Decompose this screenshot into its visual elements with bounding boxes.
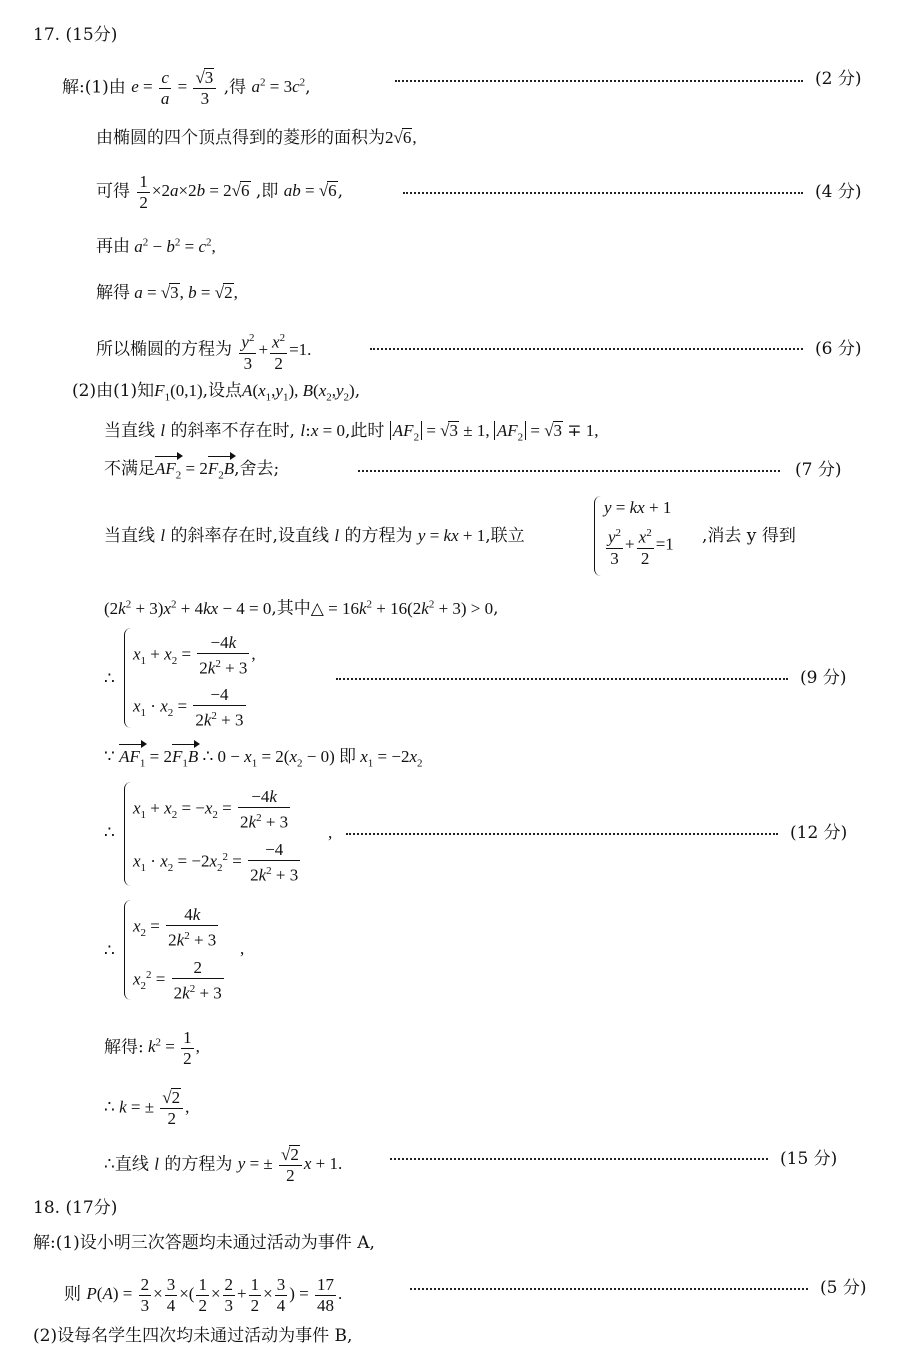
score-label: (7 分) <box>795 460 842 480</box>
sol17-line10: 当直线 l 的斜率存在时,设直线 l 的方程为 y = kx + 1,联立 <box>104 526 525 546</box>
comma: , <box>328 823 333 842</box>
brace <box>124 900 131 1000</box>
sys1-eq1: $x_1 + x_2$ = $\frac{-4k}{2k^2 + 3}$ , <box>133 633 256 678</box>
sol18-line3: (2)设每名学生四次均未通过活动为事件 B, <box>33 1326 353 1346</box>
sol17-line9: 不满足$AF_2 = 2F_2B$,舍去; <box>104 458 279 486</box>
sol17-line11: $(2k^2 + 3)x^2 + 4kx - 4 = 0$,其中△ = $16k^2 + 16(2k^2 + 3) > 0$, <box>104 598 499 619</box>
sol17-line4: 再由 $a^2 - b^2 = c^2$, <box>96 236 216 257</box>
sys2-eq1: $x_1 + x_2 = -x_2$ = $\frac{-4k}{2k^2 + 3}$ <box>133 787 289 832</box>
sol17-line5: 解得 a = √3, b = √2, <box>96 283 238 303</box>
sol17-part2: (2)由(1)知$F_1(0,1)$,设点$A(x_1,y_1)$, $B(x_2,y_2)$, <box>72 381 361 404</box>
dot-leader <box>370 348 803 350</box>
sys2-eq2: $x_1 \cdot x_2 = -2x_2^2$ = $\frac{-4}{2k^2 + 3}$ <box>133 840 299 885</box>
problem-18-header: 18. (17分) <box>33 1198 118 1218</box>
brace <box>124 782 131 886</box>
dot-leader <box>403 192 803 194</box>
score-label: (9 分) <box>800 668 847 688</box>
sys1-eq2: $x_1 \cdot x_2$ = $\frac{-4}{2k^2 + 3}$ <box>133 685 244 730</box>
sys3-eq1: $x_2$ = $\frac{4k}{2k^2 + 3}$ <box>133 905 217 950</box>
dot-leader <box>395 80 803 82</box>
sol17-solve: 解得: $k^2$ = $\frac{1}{2}$ , <box>104 1028 200 1068</box>
brace <box>124 628 131 728</box>
sol17-line10-end: ,消去 y 得到 <box>702 526 796 546</box>
sol17-k: ∴ k = ± $\frac{√2}{2}$ , <box>104 1088 190 1128</box>
system-eq2: $\frac{y^2}{3}$ + $\frac{x^2}{2}$ =1 <box>604 523 674 569</box>
dot-leader <box>358 470 780 472</box>
score-label: (6 分) <box>815 339 862 359</box>
sol17-line2: 由椭圆的四个顶点得到的菱形的面积为2√6, <box>96 128 417 148</box>
sol17-line3: 可得 $\frac{1}{2}$ ×2a×2b = 2√6 ,即 ab = √6, <box>96 172 344 212</box>
score-label: (2 分) <box>815 69 862 89</box>
dot-leader <box>346 833 778 835</box>
problem-17-header: 17. (15分) <box>33 25 118 45</box>
sol18-line1: 解:(1)设小明三次答题均未通过活动为事件 A, <box>33 1233 375 1253</box>
dot-leader <box>336 678 788 680</box>
dot-leader <box>410 1288 808 1290</box>
therefore-symbol: ∴ <box>104 669 115 688</box>
sol18-line2: 则 P(A) = $\frac{2}{3}$ × $\frac{3}{4}$ ×( $\frac{1}{2}$ × $\frac{2}{3}$ + $\frac{1}{2}$ × $\frac{3}{4}$ ) = $\frac{17}{48}$ . <box>64 1275 343 1315</box>
therefore-symbol: ∴ <box>104 941 115 960</box>
brace <box>594 496 601 576</box>
score-label: (4 分) <box>815 182 862 202</box>
sol17-line8: 当直线 l 的斜率不存在时, l:x = 0,此时 $AF_2 = √3 \pm 1$, $AF_2 = √3 \mp 1$, <box>104 421 599 444</box>
sol17-final: ∴直线 l 的方程为 y = ± $\frac{√2}{2}$ x + 1. <box>104 1145 343 1185</box>
score-label: (5 分) <box>820 1278 867 1298</box>
sol17-line6: 所以椭圆的方程为 $\frac{y^2}{3}$ + $\frac{x^2}{2}$ =1. <box>96 328 311 374</box>
sys3-eq2: $x_2^2$ = $\frac{2}{2k^2 + 3}$ <box>133 958 222 1003</box>
score-label: (12 分) <box>790 823 848 843</box>
system-eq1: y = kx + 1 <box>604 498 672 517</box>
sol17-line1: 解:(1)由 e = $\frac{c}{a}$ = $\frac{√3}{3}$ ,得 $a^2 = 3c^2$, <box>62 68 311 108</box>
therefore-symbol: ∴ <box>104 823 115 842</box>
score-label: (15 分) <box>780 1149 838 1169</box>
comma: , <box>240 939 245 958</box>
sol17-because: ∵ $AF_1 = 2F_1B$ ∴ $0 - x_1 = 2(x_2 - 0)$ 即 $x_1 = -2x_2$ <box>104 746 423 774</box>
dot-leader <box>390 1158 768 1160</box>
